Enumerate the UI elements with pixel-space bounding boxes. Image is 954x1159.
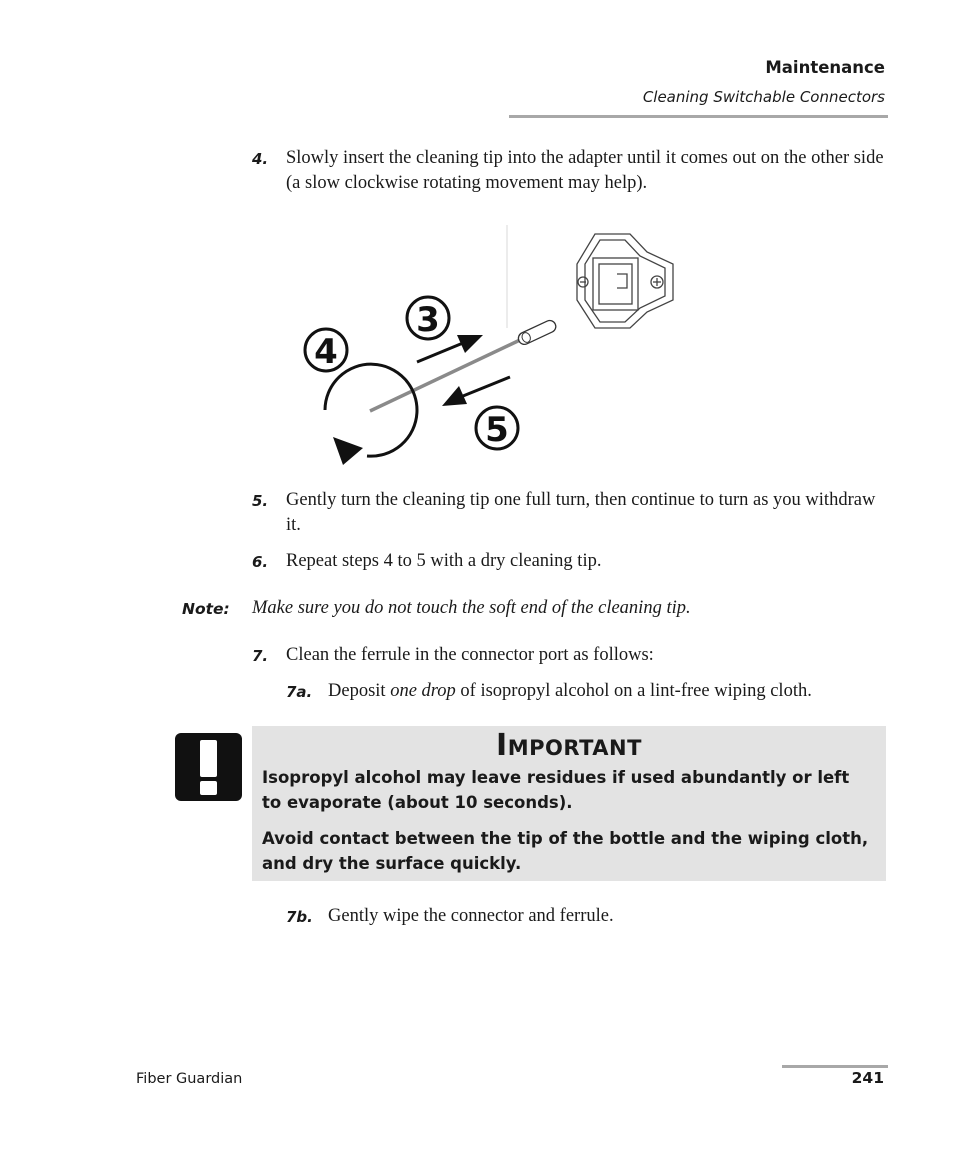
- step-5-number: 5.: [252, 492, 269, 510]
- footer-product-name: Fiber Guardian: [136, 1071, 243, 1087]
- step-7-number: 7.: [252, 647, 269, 665]
- step-5-text: Gently turn the cleaning tip one full turn, then continue to turn as you withdraw it.: [286, 490, 876, 535]
- step-6-text: Repeat steps 4 to 5 with a dry cleaning tip.: [286, 551, 602, 571]
- withdraw-arrow-line: [463, 377, 510, 396]
- step-7b-number: 7b.: [286, 908, 313, 926]
- important-paragraph-2: Avoid contact between the tip of the bottle and the wiping cloth, and dry the surface quickly.: [262, 829, 869, 873]
- exclamation-icon: [175, 733, 242, 801]
- note-label: Note:: [182, 600, 230, 618]
- step-3-marker-label: 3: [416, 300, 440, 340]
- step-7a-text-pre: Deposit: [328, 681, 391, 701]
- step-6-number: 6.: [252, 553, 269, 571]
- insert-arrow-line: [417, 343, 463, 362]
- page-number: 241: [851, 1069, 884, 1087]
- step-7a-emphasis: one drop: [390, 681, 456, 701]
- running-header-section: Maintenance: [765, 58, 885, 77]
- step-7a-number: 7a.: [286, 683, 313, 701]
- step-5-marker-label: 5: [485, 410, 509, 450]
- step-4-marker-label: 4: [314, 332, 338, 372]
- cleaning-tip-head: [516, 319, 557, 347]
- rotation-arrow-head: [333, 437, 363, 465]
- withdraw-arrow-head: [442, 386, 467, 406]
- cleaning-tip-illustration: [295, 220, 685, 470]
- header-rule: [509, 115, 888, 118]
- important-title: Important: [496, 728, 642, 763]
- cleaning-tip-figure: [295, 220, 685, 470]
- exclamation-glyph: [175, 733, 242, 801]
- step-7-text: Clean the ferrule in the connector port as follows:: [286, 645, 654, 665]
- important-callout: [252, 726, 886, 881]
- important-paragraph-1: Isopropyl alcohol may leave residues if used abundantly or left to evaporate (about 10 seconds).: [262, 768, 850, 812]
- step-7a-text: [328, 679, 888, 704]
- running-header-subsection: Cleaning Switchable Connectors: [642, 88, 885, 106]
- step-4-number: 4.: [252, 150, 269, 168]
- step-4-text: Slowly insert the cleaning tip into the adapter until it comes out on the other side (a slow clockwise rotating movement may help).: [286, 148, 884, 193]
- note-text: Make sure you do not touch the soft end of the cleaning tip.: [252, 598, 691, 618]
- adapter-drawing: [577, 234, 673, 328]
- step-7a-text-post: of isopropyl alcohol on a lint-free wiping cloth.: [455, 681, 812, 701]
- step-7b-text: Gently wipe the connector and ferrule.: [328, 906, 614, 926]
- footer-rule: [782, 1065, 888, 1068]
